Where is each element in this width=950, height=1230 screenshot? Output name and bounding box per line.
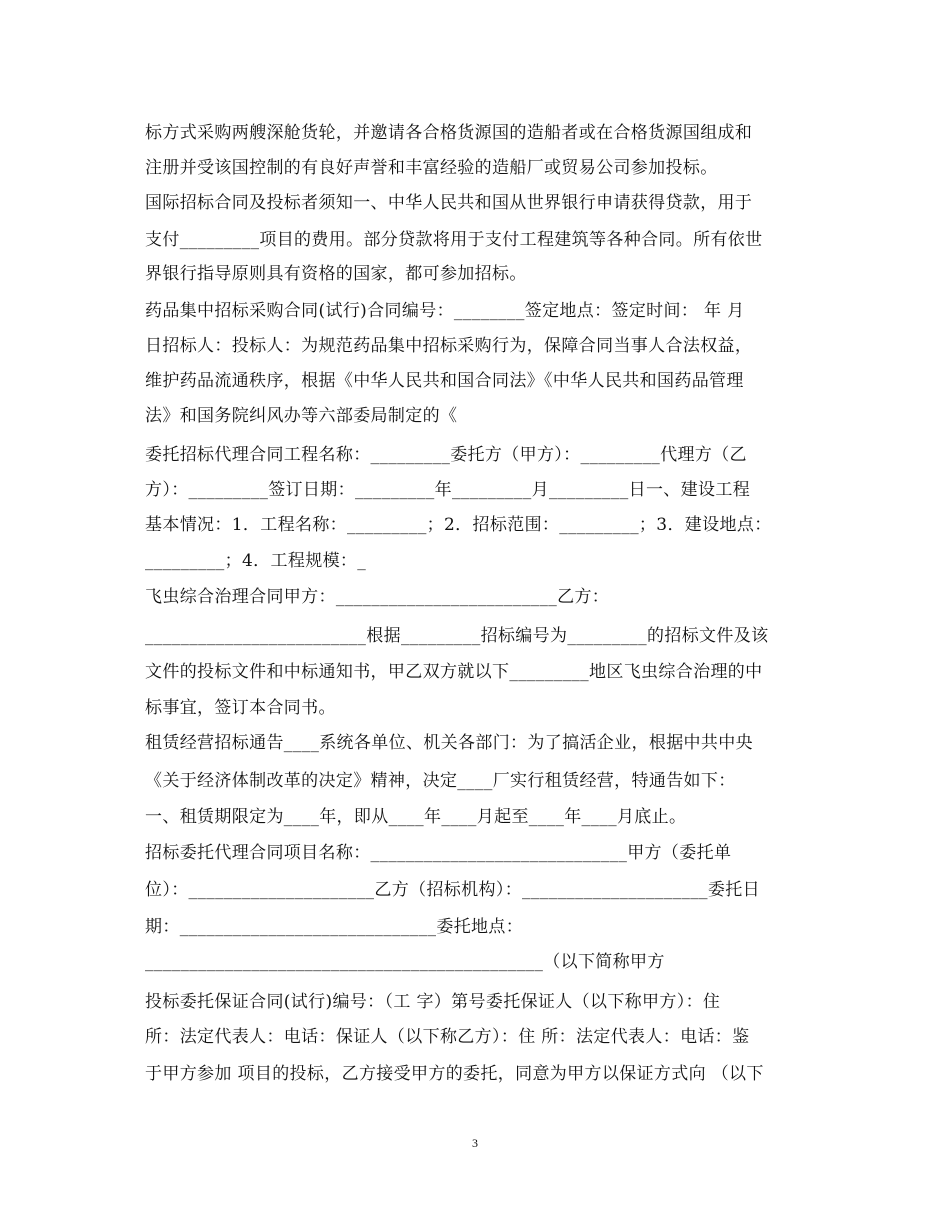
text-line: _________________________根据_________招标编号为_________的招标文件及该 xyxy=(145,626,769,646)
text-line: 维护药品流通秩序，根据《中华人民共和国合同法》《中华人民共和国药品管理 xyxy=(145,371,744,391)
text-line: 所：法定代表人：电话：保证人（以下称乙方）：住 所：法定代表人：电话：鉴 xyxy=(145,1027,750,1047)
text-line: 租赁经营招标通告____系统各单位、机关各部门：为了搞活企业，根据中共中央 xyxy=(145,733,753,753)
text-line: 委托招标代理合同工程名称：_________委托方（甲方）：_________代理方（乙 xyxy=(145,445,747,465)
page-number: 3 xyxy=(472,1136,478,1150)
text-line: 注册并受该国控制的有良好声誉和丰富经验的造船厂或贸易公司参加投标。 xyxy=(145,158,718,178)
text-line: 投标委托保证合同(试行)编号：（工 字）第号委托保证人（以下称甲方）：住 xyxy=(145,992,721,1012)
text-line: _________；4．工程规模：_ xyxy=(145,551,367,571)
text-line: 方）：_________签订日期：_________年_________月_________日一、建设工程 xyxy=(145,480,751,500)
text-line: 《关于经济体制改革的决定》精神，决定____厂实行租赁经营，特通告如下： xyxy=(145,771,736,791)
text-line: 日招标人：投标人：为规范药品集中招标采购行为，保障合同当事人合法权益， xyxy=(145,336,753,356)
text-line: 期：_____________________________委托地点： xyxy=(145,917,524,937)
text-line: 招标委托代理合同项目名称：_____________________________甲方（委托单 xyxy=(145,843,732,863)
text-line: 一、租赁期限定为____年，即从____年____月起至____年____月底止。 xyxy=(145,807,687,827)
text-line: 于甲方参加 项目的投标，乙方接受甲方的委托，同意为甲方以保证方式向 （以下 xyxy=(145,1064,764,1084)
text-line: 国际招标合同及投标者须知一、中华人民共和国从世界银行申请获得贷款，用于 xyxy=(145,193,753,213)
text-line: 支付_________项目的费用。部分贷款将用于支付工程建筑等各种合同。所有依世 xyxy=(145,230,763,250)
text-line: 界银行指导原则具有资格的国家，都可参加招标。 xyxy=(145,264,527,284)
text-line: 位）：_____________________乙方（招标机构）：_____________________委托日 xyxy=(145,880,760,900)
text-line: 飞虫综合治理合同甲方：_________________________乙方： xyxy=(145,587,610,607)
text-line: 法》和国务院纠风办等六部委局制定的《 xyxy=(145,406,458,426)
text-line: 标事宜，签订本合同书。 xyxy=(145,698,336,718)
text-line: 文件的投标文件和中标通知书，甲乙双方就以下_________地区飞虫综合治理的中 xyxy=(145,662,763,682)
text-line: 药品集中招标采购合同(试行)合同编号：________签定地点：签定时间： 年 月 xyxy=(145,301,745,321)
text-line: 标方式采购两艘深舱货轮，并邀请各合格货源国的造船者或在合格货源国组成和 xyxy=(145,123,753,143)
text-line: _____________________________________________（以下简称甲方 xyxy=(145,952,665,972)
text-line: 基本情况：1．工程名称：_________；2．招标范围：_________；3．建设地点： xyxy=(145,515,772,535)
